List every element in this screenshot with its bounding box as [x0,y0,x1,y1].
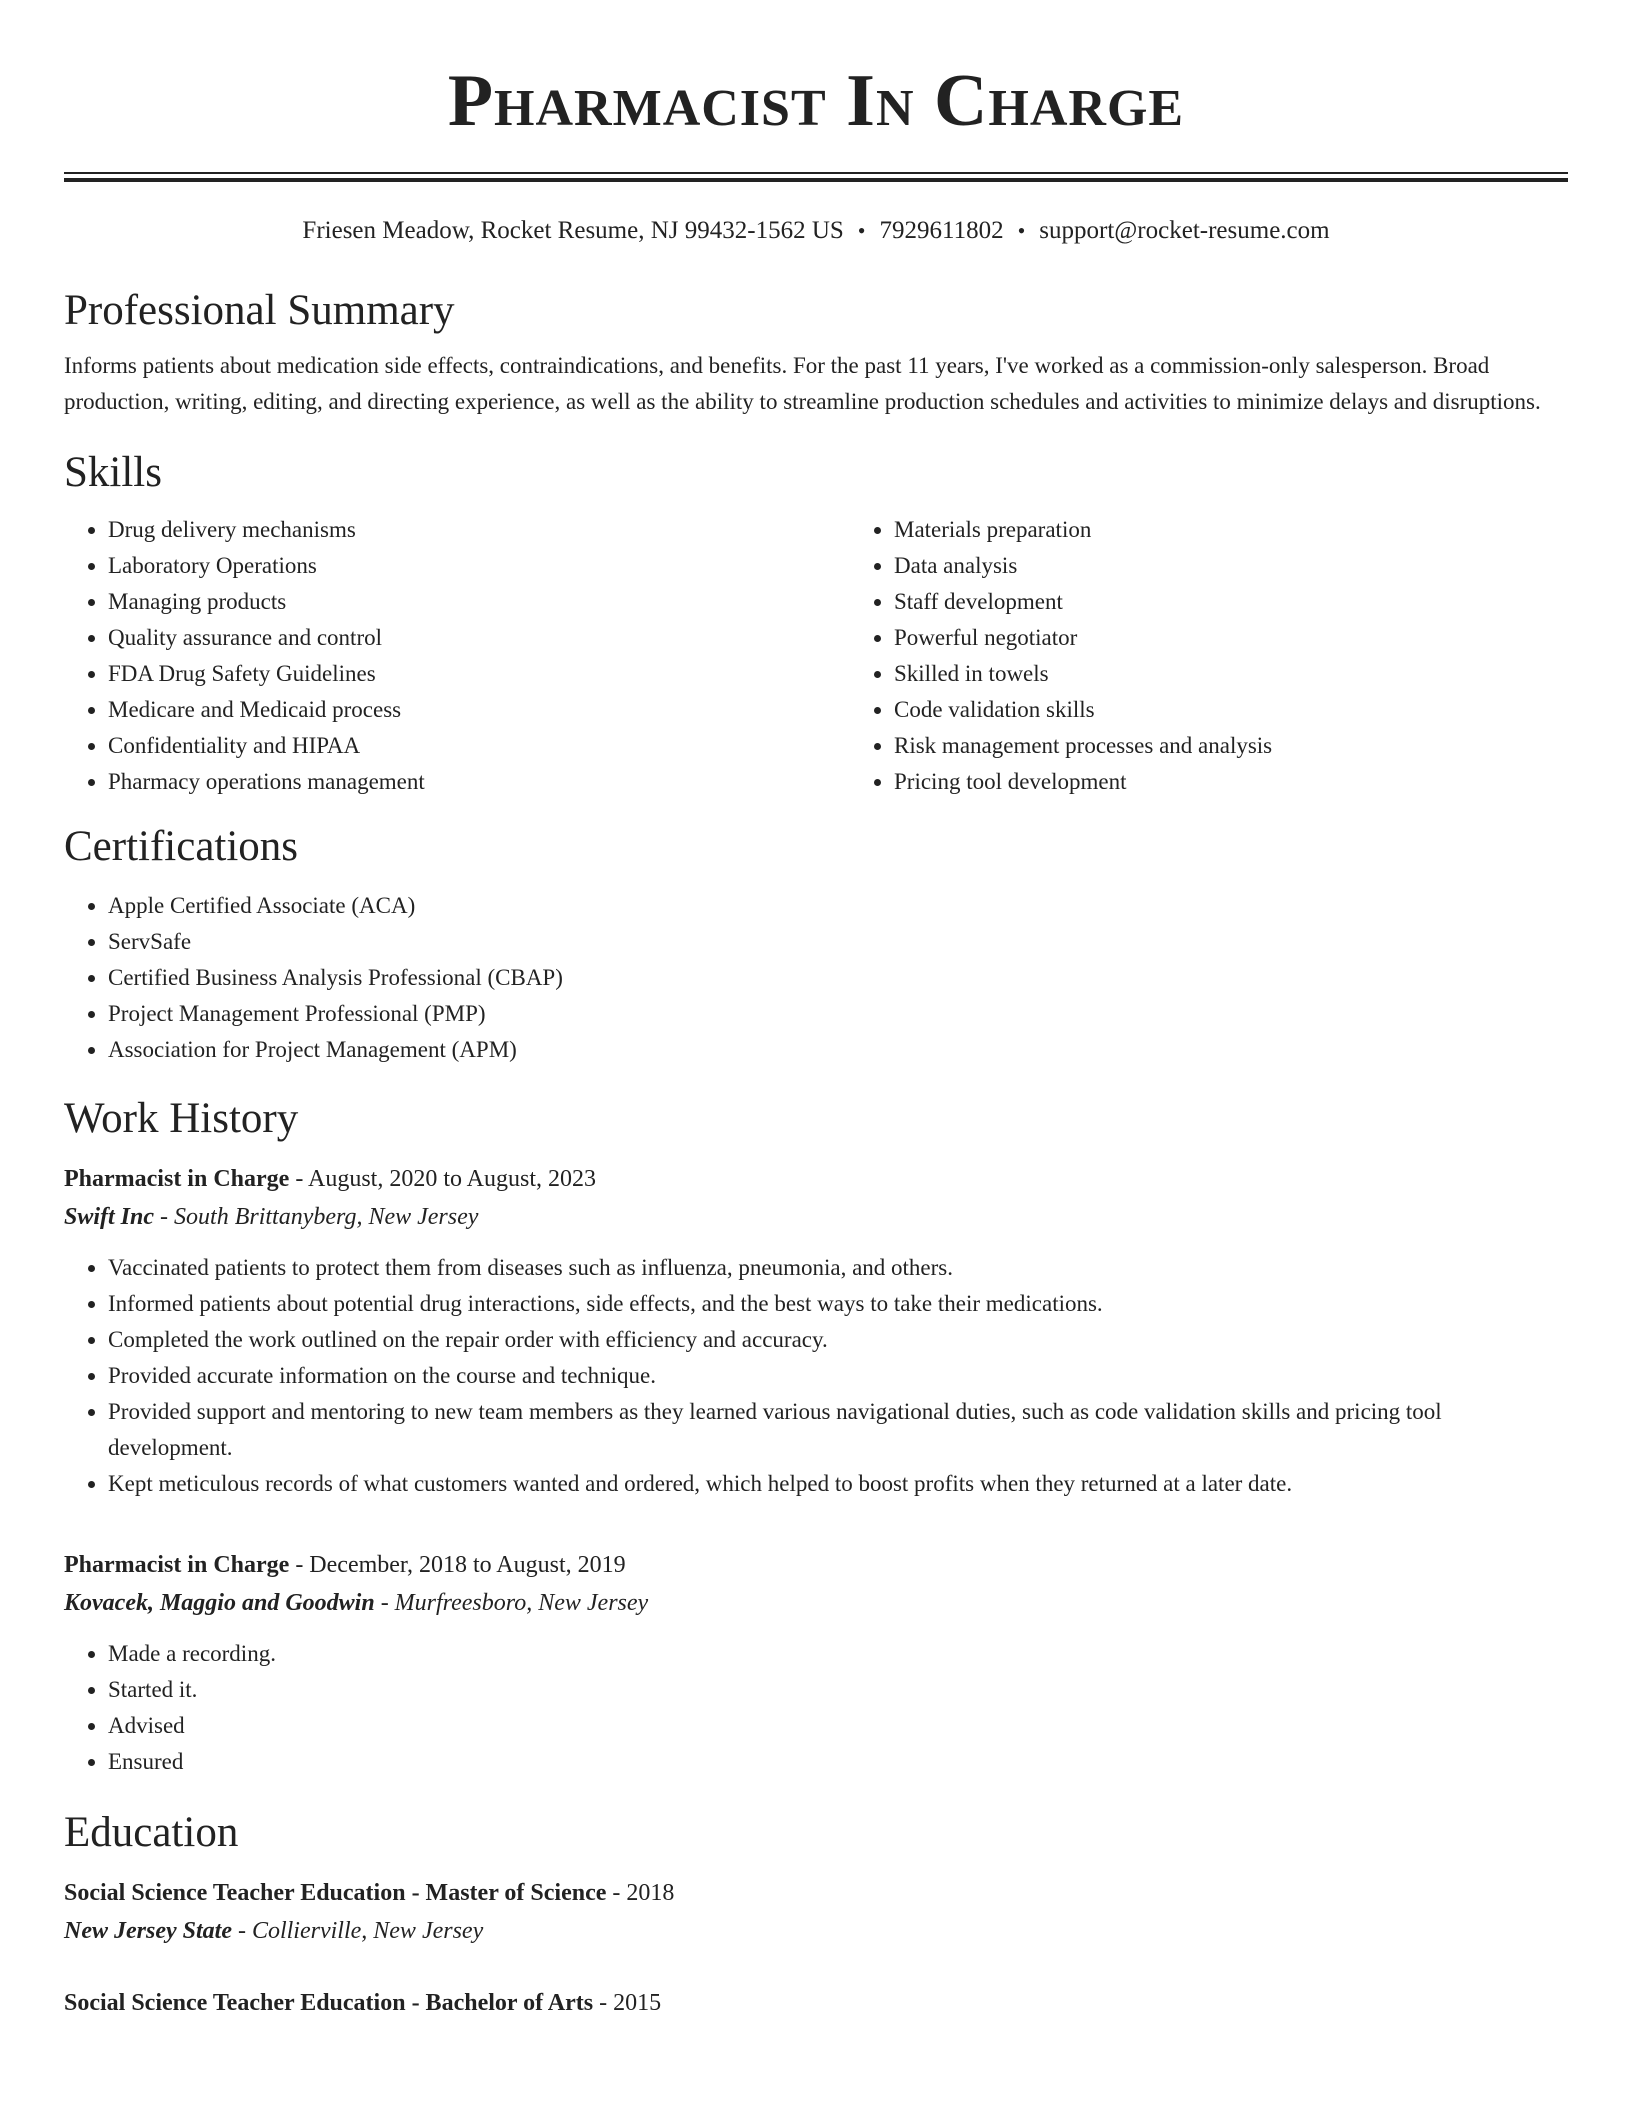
certification-item: • Certified Business Analysis Professional (CBAP) [108,960,1568,996]
summary-heading: Professional Summary [64,287,455,334]
skill-item: • Pricing tool development [894,764,1632,800]
job-dates: - August, 2020 to August, 2023 [289,1166,597,1192]
skills-list-left [64,512,850,800]
education-school-line [64,1912,1568,1950]
certification-item: • Project Management Professional (PMP) [108,996,1568,1032]
education-year: - 2015 [593,1990,662,2016]
skill-item: • Confidentiality and HIPAA [108,728,850,764]
job-company: Kovacek, Maggio and Goodwin [64,1590,375,1616]
education-degree: Social Science Teacher Education - Bachelor of Arts [64,1990,594,2016]
skill-item: • Laboratory Operations [108,548,850,584]
education-location: - Collierville, New Jersey [231,1918,484,1944]
job-company-line [64,1584,1568,1622]
skill-item: • Pharmacy operations management [108,764,850,800]
job-bullet: • Kept meticulous records of what customers wanted and ordered, which helped to boost profits when they returned at a later date. [108,1466,1568,1502]
job-bullets [64,1250,1568,1502]
certification-item: • Association for Project Management (APM) [108,1032,1568,1068]
job-bullet: • Informed patients about potential drug interactions, side effects, and the best ways to take their medications. [108,1286,1568,1322]
job-bullet: • Ensured [108,1744,1568,1780]
skill-item: • Quality assurance and control [108,620,850,656]
summary-section [64,286,1568,420]
work-history-heading: Work History [64,1095,299,1142]
job-title: Pharmacist in Charge [64,1166,290,1192]
work-history-section [64,1094,1568,1780]
job-bullet: • Advised [108,1708,1568,1744]
education-heading: Education [64,1809,239,1856]
education-section [64,1808,1568,2022]
skill-item: • Staff development [894,584,1632,620]
skills-section [64,448,1568,800]
education-degree-line [64,1874,1568,1912]
skill-item: • Data analysis [894,548,1632,584]
job-bullet: • Provided accurate information on the course and technique. [108,1358,1568,1394]
skills-columns [64,512,1568,800]
skill-item: • FDA Drug Safety Guidelines [108,656,850,692]
contact-separator: • [857,218,866,243]
job-title-line [64,1160,1568,1198]
certifications-list [64,888,1568,1068]
skill-item: • Skilled in towels [894,656,1632,692]
education-degree: Social Science Teacher Education - Master of Science [64,1880,607,1906]
contact-email: support@rocket-resume.com [1039,217,1330,244]
education-entry [64,1874,1568,1950]
contact-phone: 7929611802 [879,217,1004,244]
job-bullet: • Vaccinated patients to protect them from diseases such as influenza, pneumonia, and others. [108,1250,1568,1286]
skill-item: • Powerful negotiator [894,620,1632,656]
job-bullet: • Completed the work outlined on the repair order with efficiency and accuracy. [108,1322,1568,1358]
job-bullet: • Made a recording. [108,1636,1568,1672]
skills-list-right [850,512,1632,800]
skill-item: • Drug delivery mechanisms [108,512,850,548]
skill-item: • Risk management processes and analysis [894,728,1632,764]
contact-line [64,216,1568,246]
certifications-heading: Certifications [64,823,299,870]
skills-heading: Skills [64,449,162,496]
skill-item: • Materials preparation [894,512,1632,548]
summary-text: Informs patients about medication side effects, contraindications, and benefits. For the past 11 years, I've worked as a commission-only salesperson. Broad production, writing, editing, and directing experience, as well as the ability to streamline production schedules and activities to minimize delays and disruptions. [64,353,1541,414]
title-divider [64,172,1568,182]
job-location: - Murfreesboro, New Jersey [374,1590,649,1616]
certification-item: • Apple Certified Associate (ACA) [108,888,1568,924]
job-dates: - December, 2018 to August, 2019 [289,1552,626,1578]
job-bullets [64,1636,1568,1780]
certifications-section [64,822,1568,1068]
job-bullet: • Provided support and mentoring to new team members as they learned various navigational duties, such as code validation skills and pricing tool development. [108,1394,1568,1466]
job-title-line [64,1546,1568,1584]
contact-separator: • [1017,218,1026,243]
skill-item: • Managing products [108,584,850,620]
education-degree-line [64,1984,1568,2022]
job-entry [64,1546,1568,1780]
certification-item: • ServSafe [108,924,1568,960]
job-bullet: • Started it. [108,1672,1568,1708]
education-entry [64,1984,1568,2022]
contact-address: Friesen Meadow, Rocket Resume, NJ 99432-1562 US [302,217,844,244]
education-school: New Jersey State [64,1918,232,1944]
job-company: Swift Inc [64,1204,155,1230]
resume-title: Pharmacist In Charge [447,60,1185,142]
job-company-line [64,1198,1568,1236]
job-entry [64,1160,1568,1502]
job-title: Pharmacist in Charge [64,1552,290,1578]
job-location: - South Brittanyberg, New Jersey [154,1204,479,1230]
skill-item: • Medicare and Medicaid process [108,692,850,728]
skill-item: • Code validation skills [894,692,1632,728]
education-year: - 2018 [606,1880,675,1906]
